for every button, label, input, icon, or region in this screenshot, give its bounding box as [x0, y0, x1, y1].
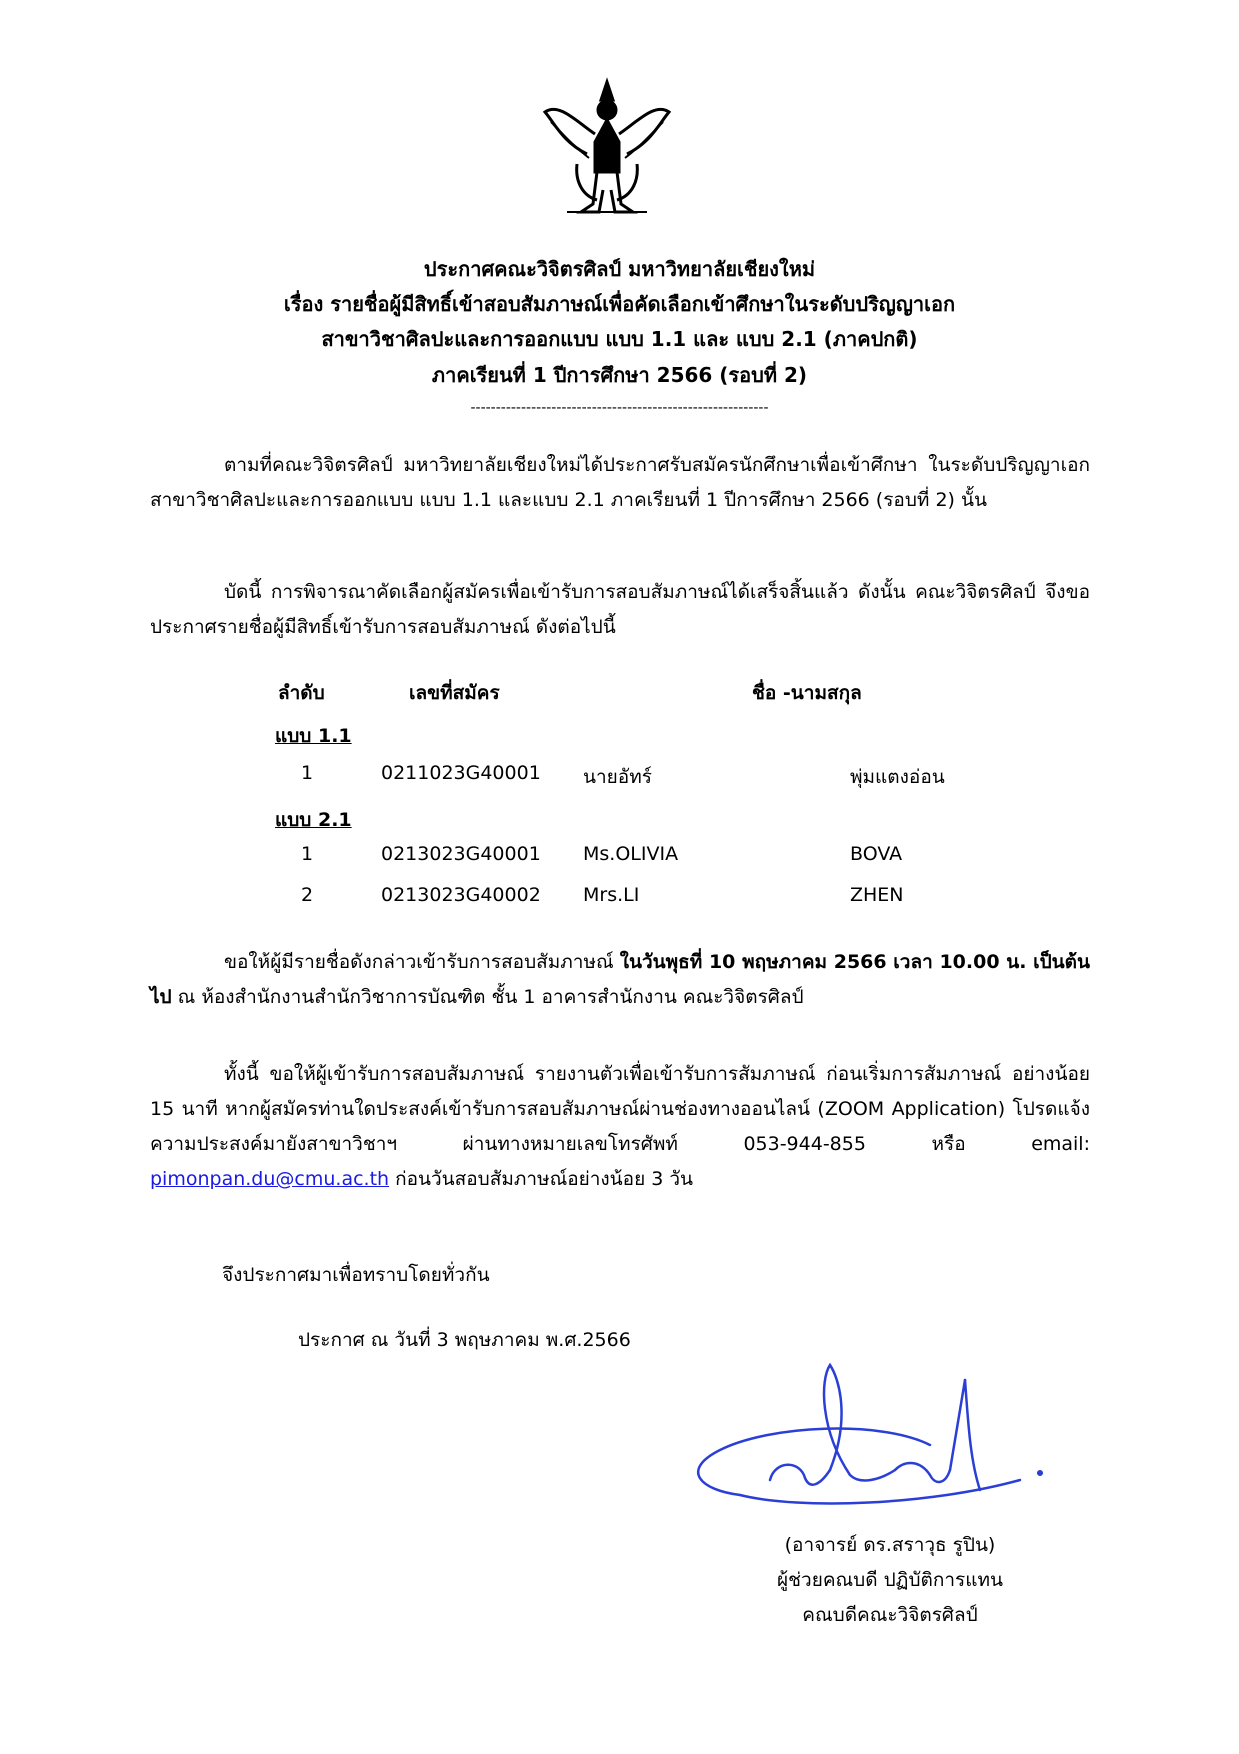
- row-application-no: 0211023G40001: [381, 762, 541, 784]
- paragraph-result: [150, 575, 1090, 645]
- row-last-name: BOVA: [850, 843, 903, 865]
- heading-divider: -----------------------------------------------------------: [470, 400, 769, 416]
- table-row: [0, 843, 1239, 879]
- signer-title-2: คณบดีคณะวิจิตรศิลป์: [802, 1604, 978, 1626]
- heading-line-3: สาขาวิชาศิลปะและการออกแบบ แบบ 1.1 และ แบบ 2.1 (ภาคปกติ): [321, 327, 918, 351]
- col-header-full-name: ชื่อ -นามสกุล: [752, 682, 862, 704]
- handwritten-signature-icon: [680, 1360, 1060, 1530]
- paragraph-interview-date: [150, 945, 1090, 1015]
- announcement-date: ประกาศ ณ วันที่ 3 พฤษภาคม พ.ศ.2566: [298, 1329, 631, 1351]
- paragraph-result-text: บัดนี้ การพิจารณาคัดเลือกผู้สมัครเพื่อเข้ารับการสอบสัมภาษณ์ได้เสร็จสิ้นแล้ว ดังนั้น คณะวิจิตรศิลป์ จึงขอประกาศรายชื่อผู้มีสิทธิ์เข้ารับการสอบสัมภาษณ์ ดังต่อไปนี้: [150, 581, 1090, 638]
- row-last-name: พุ่มแตงอ่อน: [850, 766, 945, 788]
- row-first-name: Mrs.LI: [583, 884, 640, 906]
- interview-text-end: ณ ห้องสำนักงานสำนักวิชาการบัณฑิต ชั้น 1 อาคารสำนักงาน คณะวิจิตรศิลป์: [171, 986, 804, 1008]
- col-header-application-no: เลขที่สมัคร: [409, 682, 500, 704]
- interview-text-start: ขอให้ผู้มีรายชื่อดังกล่าวเข้ารับการสอบสัมภาษณ์: [224, 951, 620, 973]
- email-link[interactable]: pimonpan.du@cmu.ac.th: [150, 1168, 390, 1190]
- row-application-no: 0213023G40002: [381, 884, 541, 906]
- heading-line-4: ภาคเรียนที่ 1 ปีการศึกษา 2566 (รอบที่ 2): [431, 363, 808, 387]
- paragraph-intro: [150, 448, 1090, 518]
- heading-line-2: เรื่อง รายชื่อผู้มีสิทธิ์เข้าสอบสัมภาษณ์เพื่อคัดเลือกเข้าศึกษาในระดับปริญญาเอก: [283, 292, 956, 316]
- paragraph-instructions: [150, 1057, 1090, 1197]
- garuda-emblem-icon: [537, 72, 677, 220]
- heading-line-1: ประกาศคณะวิจิตรศิลป์ มหาวิทยาลัยเชียงใหม่: [423, 257, 816, 281]
- row-number: 1: [301, 762, 314, 784]
- row-number: 2: [301, 884, 314, 906]
- col-header-order: ลำดับ: [278, 682, 325, 704]
- group-label-1-1: แบบ 1.1: [275, 725, 352, 747]
- signer-name: (อาจารย์ ดร.สราวุธ รูปิน): [784, 1534, 996, 1556]
- instructions-text-end: ก่อนวันสอบสัมภาษณ์อย่างน้อย 3 วัน: [389, 1168, 694, 1190]
- group-label-2-1: แบบ 2.1: [275, 809, 352, 831]
- interview-date-time: ในวันพุธที่ 10 พฤษภาคม 2566 เวลา 10.00 น. เป็นต้นไป: [150, 951, 1090, 1008]
- row-last-name: ZHEN: [850, 884, 904, 906]
- table-row: [0, 762, 1239, 798]
- instructions-text: ทั้งนี้ ขอให้ผู้เข้ารับการสอบสัมภาษณ์ รายงานตัวเพื่อเข้ารับการสัมภาษณ์ ก่อนเริ่มการสัมภาษณ์ อย่างน้อย 15 นาที หากผู้สมัครท่านใดประสงค์เข้ารับการสอบสัมภาษณ์ผ่านช่องทางออนไลน์ (ZOOM Application) โปรดแจ้งความประสงค์มายังสาขาวิชาฯ ผ่านทางหมายเลขโทรศัพท์ 053-944-855 หรือ email:: [150, 1063, 1090, 1155]
- row-first-name: Ms.OLIVIA: [583, 843, 679, 865]
- row-first-name: นายอัทร์: [583, 766, 652, 788]
- table-row: [0, 884, 1239, 920]
- signer-title-1: ผู้ช่วยคณบดี ปฏิบัติการแทน: [777, 1569, 1003, 1591]
- paragraph-closing: จึงประกาศมาเพื่อทราบโดยทั่วกัน: [222, 1264, 490, 1286]
- row-application-no: 0213023G40001: [381, 843, 541, 865]
- paragraph-intro-text: ตามที่คณะวิจิตรศิลป์ มหาวิทยาลัยเชียงใหม่ได้ประกาศรับสมัครนักศึกษาเพื่อเข้าศึกษา ในระดับปริญญาเอก สาขาวิชาศิลปะและการออกแบบ แบบ 1.1 และแบบ 2.1 ภาคเรียนที่ 1 ปีการศึกษา 2566 (รอบที่ 2) นั้น: [150, 454, 1090, 511]
- row-number: 1: [301, 843, 314, 865]
